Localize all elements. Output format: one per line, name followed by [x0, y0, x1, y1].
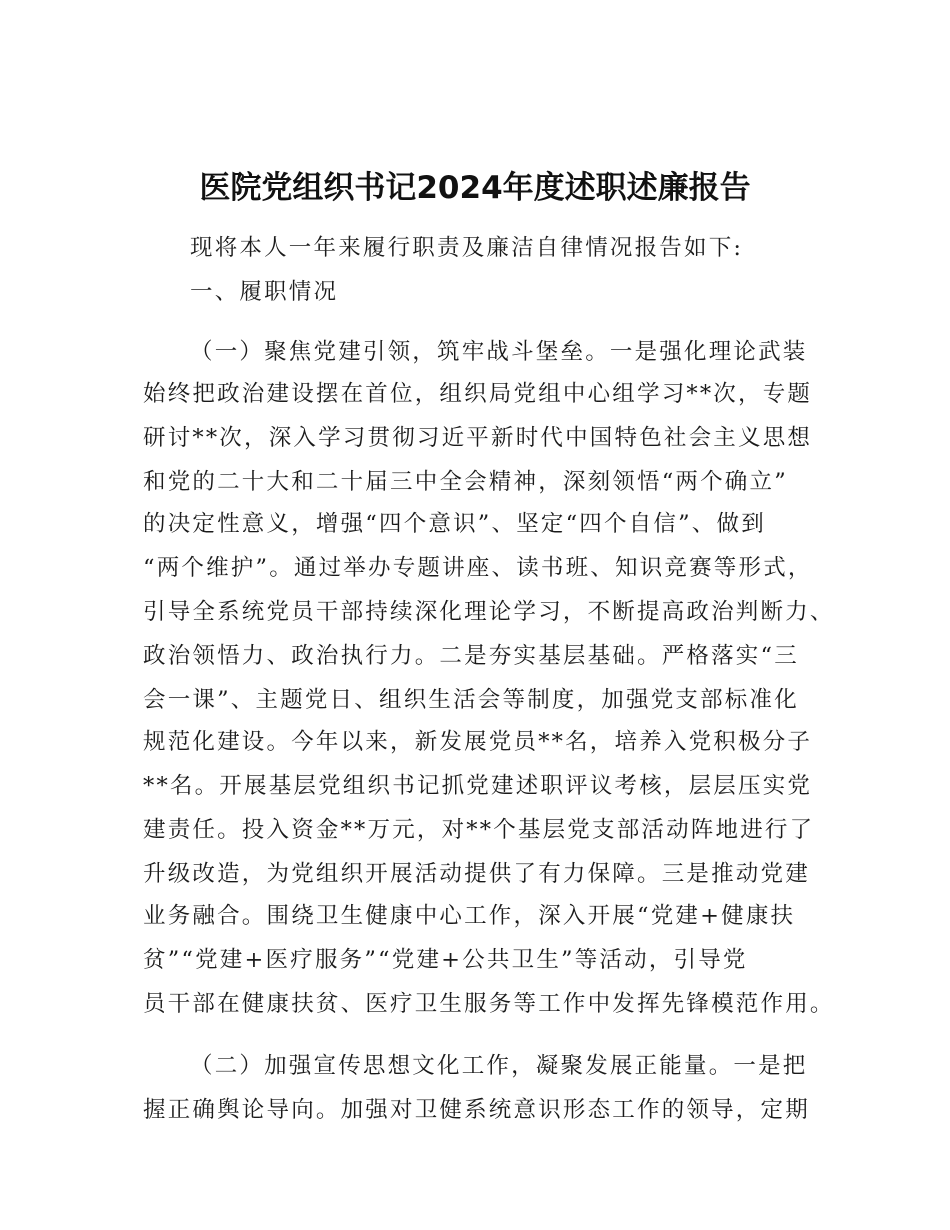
paragraph-line: 升级改造，为党组织开展活动提供了有力保障。三是推动党建 [143, 861, 810, 887]
paragraph-line: 的决定性意义，增强“四个意识”、坚定“四个自信”、做到 [143, 511, 766, 537]
paragraph-line: **名。开展基层党组织书记抓党建述职评议考核，层层压实党 [143, 773, 813, 799]
intro-paragraph: 现将本人一年来履行职责及廉洁自律情况报告如下: [190, 235, 744, 261]
paragraph-line: 业务融合。围绕卫生健康中心工作，深入开展“党建+健康扶 [143, 903, 796, 929]
paragraph-line: 握正确舆论导向。加强对卫健系统意识形态工作的领导，定期 [143, 1097, 810, 1123]
section-heading: 一、履职情况 [190, 279, 339, 305]
paragraph-line: 员干部在健康扶贫、医疗卫生服务等工作中发挥先锋模范作用。 [143, 991, 835, 1017]
paragraph-line: 研讨**次，深入学习贯彻习近平新时代中国特色社会主义思想 [143, 425, 813, 451]
paragraph-line: 和党的二十大和二十届三中全会精神，深刻领悟“两个确立” [143, 469, 788, 495]
paragraph-line: 规范化建设。今年以来，新发展党员**名，培养入党积极分子 [143, 729, 813, 755]
paragraph-line: 建责任。投入资金**万元，对**个基层党支部活动阵地进行了 [143, 817, 815, 843]
document-title: 医院党组织书记2024年度述职述廉报告 [199, 170, 751, 206]
paragraph-line: 会一课”、主题党日、组织生活会等制度，加强党支部标准化 [143, 687, 799, 713]
paragraph-line: 引导全系统党员干部持续深化理论学习，不断提高政治判断力、 [143, 599, 835, 625]
paragraph-line: 始终把政治建设摆在首位，组织局党组中心组学习**次，专题 [143, 381, 813, 407]
paragraph-line: “两个维护”。通过举办专题讲座、读书班、知识竞赛等形式， [143, 555, 813, 581]
paragraph-line: 政治领悟力、政治执行力。二是夯实基层基础。严格落实“三 [143, 643, 799, 669]
paragraph-line: （二）加强宣传思想文化工作，凝聚发展正能量。一是把 [190, 1053, 808, 1079]
paragraph-line: （一）聚焦党建引领，筑牢战斗堡垒。一是强化理论武装 [190, 339, 808, 365]
paragraph-line: 贫”“党建+医疗服务”“党建+公共卫生”等活动，引导党 [143, 947, 748, 973]
